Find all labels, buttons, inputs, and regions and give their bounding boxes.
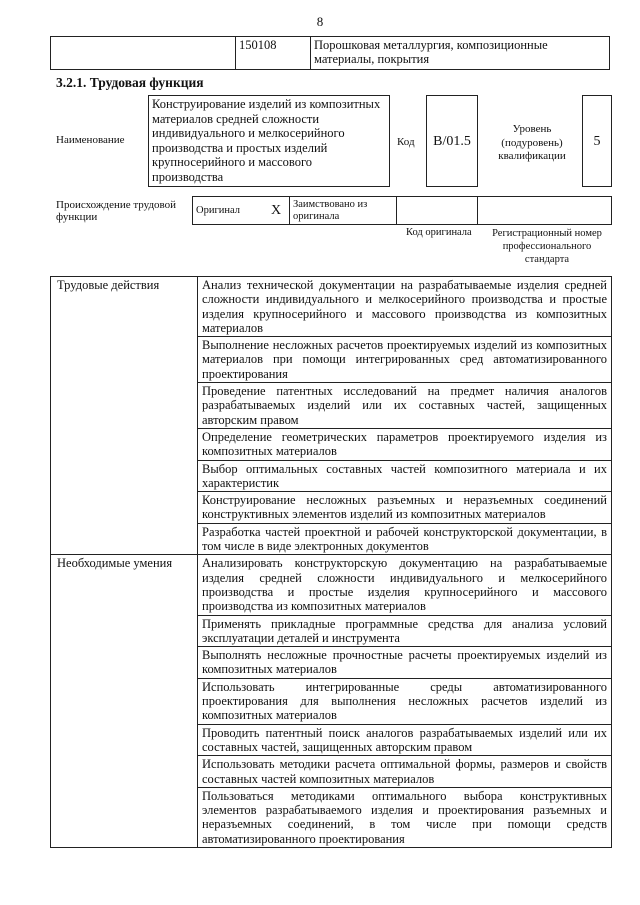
page-number: 8 <box>316 14 324 29</box>
item-cell: Конструирование несложных разъемных и неразъемных соединений конструктивных элементов изделий из композитных материалов <box>198 492 612 524</box>
item-cell: Разработка частей проектной и рабочей конструкторской документации, в том числе в виде электронных документов <box>198 523 612 555</box>
section-title: 3.2.1. Трудовая функция <box>56 75 204 90</box>
code-label: Код <box>397 136 415 148</box>
name-label: Наименование <box>56 134 125 146</box>
table-row <box>51 277 612 337</box>
item-cell: Пользоваться методиками оптимального выбора конструктивных элементов разрабатываемого изделия и проектирования разъемных и неразъемных соединений, в том числе при помощи средств автоматизированного проектирования <box>198 787 612 847</box>
function-code-box: В/01.5 <box>426 95 478 187</box>
borrowed-label: Заимствовано из оригинала <box>290 197 397 225</box>
table-row <box>51 555 612 615</box>
category-cell: Трудовые действия <box>51 277 198 555</box>
function-details-table <box>50 276 612 848</box>
item-cell: Выполнение несложных расчетов проектируемых изделий из композитных материалов при помощи интегрированных сред автоматизированного проектирования <box>198 337 612 383</box>
original-label: Оригинал <box>193 197 264 225</box>
level-label: Уровень (подуровень) квалификации <box>498 123 566 162</box>
reg-number-cell <box>478 197 612 225</box>
origin-table <box>192 196 612 225</box>
top-row-table <box>50 36 610 70</box>
top-row-empty-cell <box>51 37 236 70</box>
category-cell: Необходимые умения <box>51 555 198 848</box>
item-cell: Применять прикладные программные средства для анализа условий эксплуатации деталей и инструмента <box>198 615 612 647</box>
item-cell: Проводить патентный поиск аналогов разрабатываемых изделий или их составных частей, защищенных авторским правом <box>198 724 612 756</box>
item-cell: Проведение патентных исследований на предмет наличия аналогов разрабатываемых изделий или их составных частей, защищенных авторским правом <box>198 383 612 429</box>
top-row-code: 150108 <box>236 37 311 70</box>
code-original-cell <box>397 197 478 225</box>
level-value-box: 5 <box>582 95 612 187</box>
top-row-name: Порошковая металлургия, композиционные материалы, покрытия <box>311 37 610 70</box>
reg-number-label: Регистрационный номер профессионального стандарта <box>492 228 602 265</box>
origin-label: Происхождение трудовой функции <box>56 199 177 223</box>
item-cell: Выбор оптимальных составных частей композитного материала и их характеристик <box>198 460 612 492</box>
original-mark: X <box>263 197 290 225</box>
item-cell: Анализ технической документации на разрабатываемые изделия средней сложности индивидуального и мелкосерийного производства и простые изделия крупносерийного и массового производства из композитных материалов <box>198 277 612 337</box>
code-original-label: Код оригинала <box>406 227 472 238</box>
item-cell: Использовать методики расчета оптимальной формы, размеров и свойств составных частей композитных материалов <box>198 756 612 788</box>
function-name-box: Конструирование изделий из композитных материалов средней сложности индивидуального и мелкосерийного производства и простых изделий крупносерийного и массового производства <box>148 95 390 187</box>
item-cell: Выполнять несложные прочностные расчеты проектируемых изделий из композитных материалов <box>198 647 612 679</box>
item-cell: Определение геометрических параметров проектируемого изделия из композитных материалов <box>198 428 612 460</box>
item-cell: Использовать интегрированные среды автоматизированного проектирования для выполнения несложных расчетов изделий из композитных материалов <box>198 678 612 724</box>
item-cell: Анализировать конструкторскую документацию на разрабатываемые изделия средней сложности индивидуального и мелкосерийного производства и простые изделия крупносерийного и массового производства из композитных материалов <box>198 555 612 615</box>
